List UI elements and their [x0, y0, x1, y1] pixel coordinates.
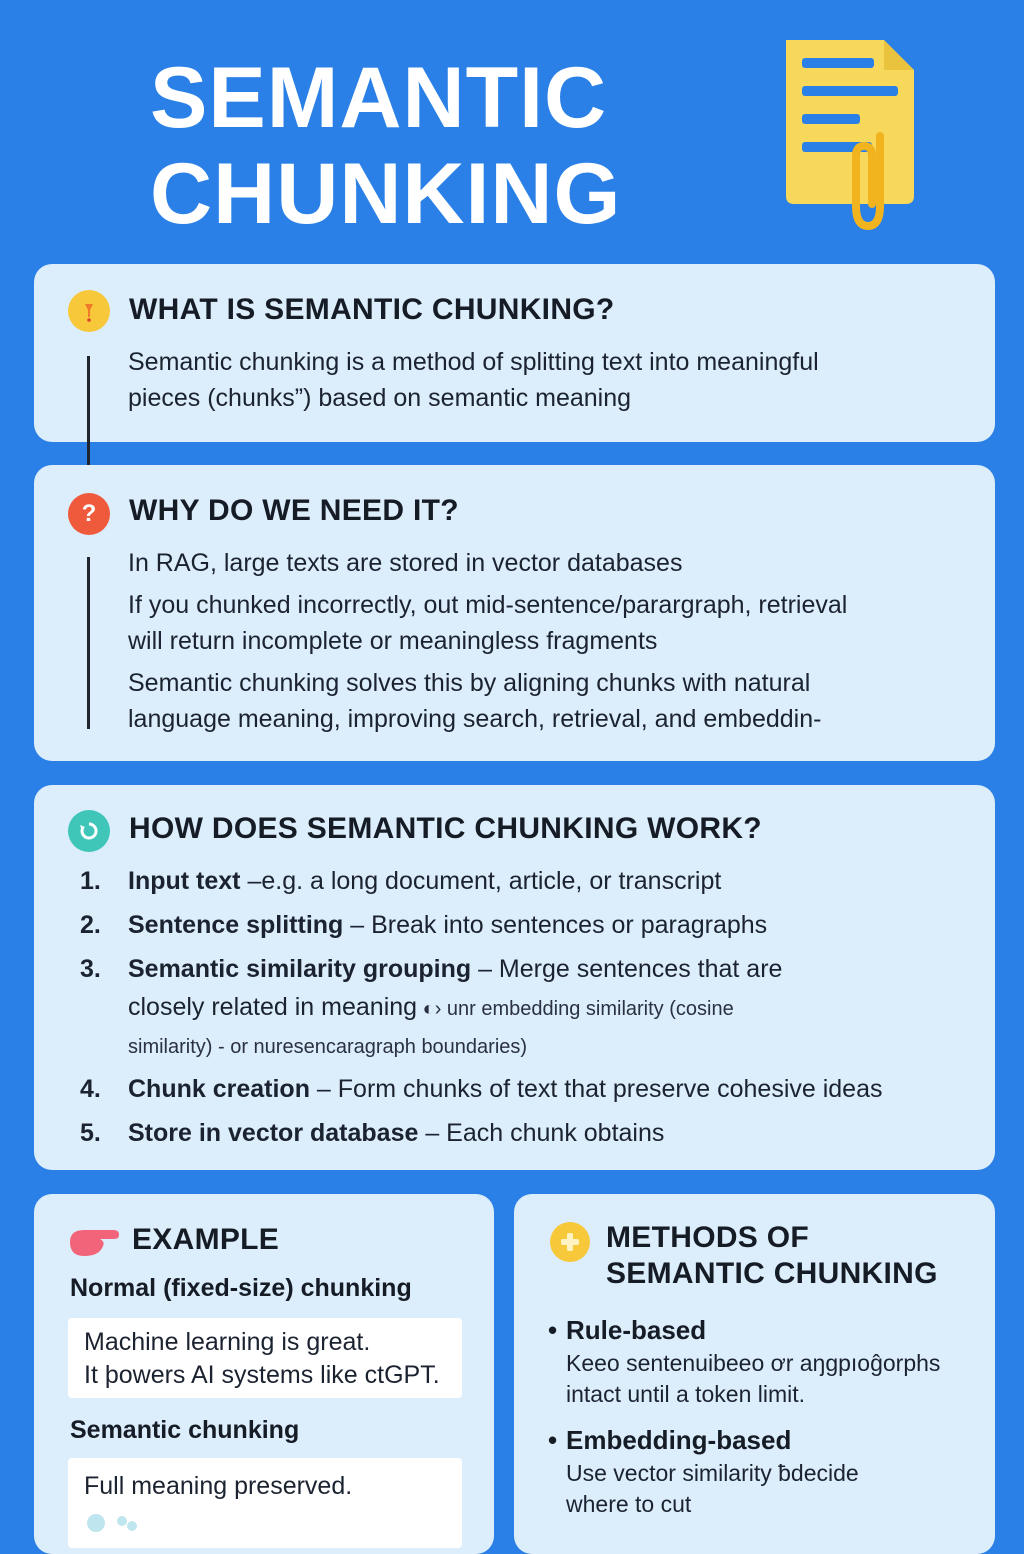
step-1 — [80, 862, 970, 900]
why-paragraph-2-line-2: will return incomplete or meaningless fragments — [128, 627, 658, 655]
methods-heading — [606, 1220, 938, 1292]
page-title — [150, 50, 710, 242]
steps-list — [80, 862, 970, 1158]
normal-chunking-box — [68, 1318, 462, 1398]
method-embedding-based-title-row — [548, 1422, 988, 1458]
why-paragraph-2 — [128, 587, 978, 659]
why-heading: WHY DO WE NEED IT? — [129, 494, 459, 527]
method-embedding-based-desc-1: Use vector similarity ƀdecide — [566, 1460, 859, 1486]
method-rule-based-desc-1: Keeo sentenuibeeo ơr aŋgpıoĝorphs — [566, 1350, 941, 1376]
step-2 — [80, 906, 970, 944]
step-1-text: –e.g. a long document, article, or transcript — [240, 867, 722, 895]
what-text-line-1: Semantic chunking is a method of splitting text into meaningful — [128, 348, 819, 376]
why-paragraph-1: In RAG, large texts are stored in vector databases — [128, 549, 683, 577]
step-3-number: 3. — [80, 955, 101, 983]
step-2-number: 2. — [80, 911, 101, 939]
why-timeline — [87, 557, 90, 729]
step-5 — [80, 1114, 970, 1152]
normal-chunking-label: Normal (fixed-size) chunking — [70, 1274, 412, 1302]
bullet-icon: • — [548, 1315, 558, 1345]
lightbulb-icon — [68, 290, 110, 332]
method-rule-based — [548, 1312, 988, 1410]
why-paragraph-3 — [128, 665, 978, 737]
what-text — [128, 344, 968, 416]
how-heading: HOW DOES SEMANTIC CHUNKING WORK? — [129, 812, 762, 845]
step-3-title: Semantic similarity grouping — [128, 955, 472, 983]
normal-chunk-line-1: Machine learning is great. — [84, 1328, 371, 1356]
why-paragraph-3-line-1: Semantic chunking solves this by aligning chunks with natural — [128, 669, 811, 697]
document-paperclip-icon — [780, 36, 920, 236]
method-rule-based-title-row — [548, 1312, 988, 1348]
step-3 — [80, 950, 970, 1064]
method-embedding-based — [548, 1422, 988, 1520]
step-5-text: – Each chunk obtains — [418, 1119, 665, 1147]
title-line-1: SEMANTIC — [150, 50, 608, 146]
semantic-chunk-line-1: Full meaning preserved. — [84, 1472, 353, 1500]
title-line-2: CHUNKING — [150, 146, 622, 242]
step-5-number: 5. — [80, 1119, 101, 1147]
methods-heading-line-2: SEMANTIC CHUNKING — [606, 1257, 938, 1290]
step-3-line-2-small: ◐› unr embedding similarity (cosine — [417, 998, 734, 1020]
step-4 — [80, 1070, 970, 1108]
why-paragraph-3-line-2: language meaning, improving search, retrieval, and embeddin- — [128, 705, 822, 733]
method-embedding-based-title: Embedding-based — [566, 1425, 792, 1455]
semantic-chunking-label: Semantic chunking — [70, 1416, 300, 1444]
example-card — [34, 1194, 494, 1554]
what-text-line-2: pieces (chunks”) based on semantic meaning — [128, 384, 632, 412]
why-text — [128, 545, 978, 743]
cycle-icon — [68, 810, 110, 852]
why-paragraph-2-line-1: If you chunked incorrectly, out mid-sentence/parargraph, retrieval — [128, 591, 848, 619]
normal-chunk-line-2: It þowers AI systems like ctGPT. — [84, 1361, 440, 1389]
example-heading: EXAMPLE — [132, 1223, 280, 1256]
step-4-text: – Form chunks of text that preserve cohesive ideas — [309, 1075, 883, 1103]
why-card — [34, 465, 995, 761]
bullet-icon: • — [548, 1425, 558, 1455]
step-3-line-2: closely related in meaning — [128, 993, 418, 1021]
semantic-chunking-box — [68, 1458, 462, 1548]
method-rule-based-title: Rule-based — [566, 1315, 707, 1345]
step-2-title: Sentence splitting — [128, 911, 344, 939]
what-heading: WHAT IS SEMANTIC CHUNKING? — [129, 293, 615, 326]
plus-icon — [550, 1222, 590, 1262]
what-card — [34, 264, 995, 442]
step-1-number: 1. — [80, 867, 101, 895]
methods-card — [514, 1194, 995, 1554]
methods-heading-line-1: METHODS OF — [606, 1221, 809, 1254]
question-icon: ? — [68, 493, 110, 535]
step-3-line-3: similarity) - or nuresencaragraph boundaries) — [128, 1036, 528, 1058]
method-embedding-based-desc-2: where to cut — [566, 1491, 692, 1517]
step-2-text: – Break into sentences or paragraphs — [343, 911, 768, 939]
dots-icon — [84, 1511, 154, 1535]
step-5-title: Store in vector database — [128, 1119, 419, 1147]
step-4-title: Chunk creation — [128, 1075, 310, 1103]
step-4-number: 4. — [80, 1075, 101, 1103]
step-3-text: – Merge sentences that are — [471, 955, 783, 983]
step-1-title: Input text — [128, 867, 241, 895]
pointing-hand-icon — [66, 1224, 120, 1258]
method-rule-based-desc-2: intact until a token limit. — [566, 1381, 806, 1407]
